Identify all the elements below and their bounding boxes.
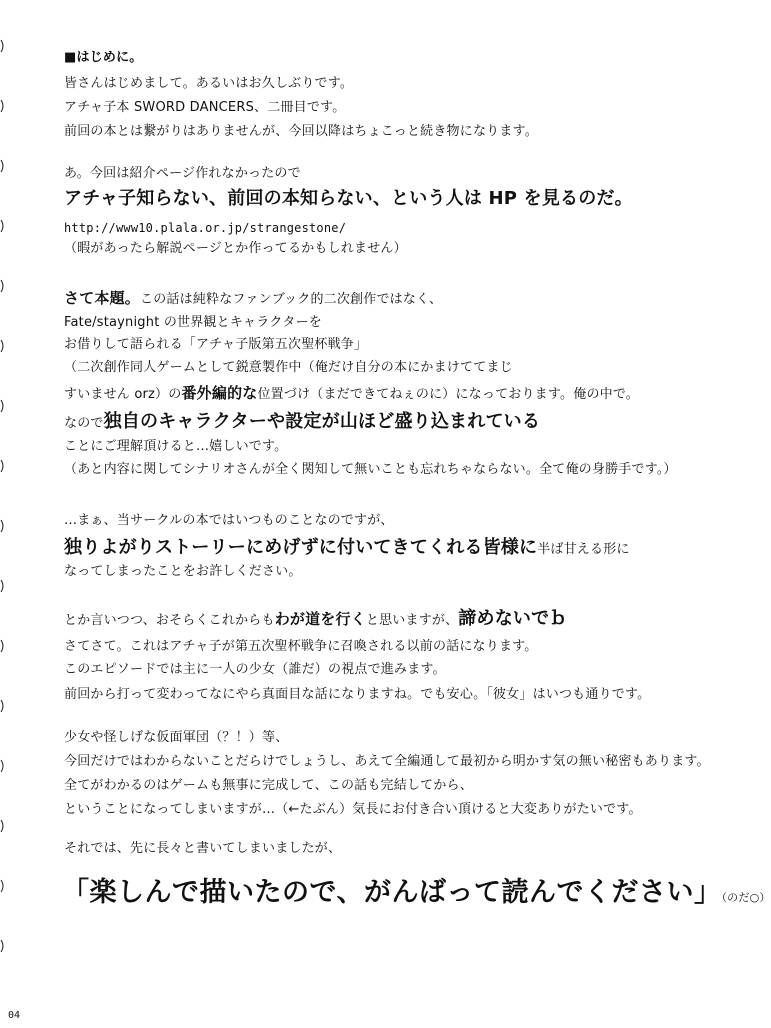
section-title: ■はじめに。 [64,50,143,65]
apology-text: 半ば甘える形に [537,542,630,557]
page-number: 04 [8,1010,21,1021]
apology-emphasis: 独りよがりストーリーにめげずに付いてきてくれる皆様に [64,537,538,558]
main-text: なので [64,416,104,431]
apology-line: …まぁ、当サークルの本ではいつものことなのですが、 [64,513,394,528]
story-line [64,608,568,630]
mystery-line: 少女や怪しげな仮面軍団（？！）等、 [64,730,289,745]
notice-line: （暇があったら解説ページとか作ってるかもしれません） [64,241,407,256]
mystery-line: ということになってしまいますが…（←たぶん）気長にお付き合い頂けると大変ありがたいです。 [64,802,642,817]
main-line: ことにご理解頂けると…嬉しいです。 [64,439,288,454]
main-heading: さて本題。 [64,289,141,307]
main-text: すいません orz）の [64,387,182,402]
intro-line: アチャ子本 SWORD DANCERS、二冊目です。 [64,100,346,115]
notice-line: あ。今回は紹介ページ作れなかったので [64,166,301,181]
main-text: 位置づけ（まだできてねぇのに）になっております。俺の中で。 [257,387,639,402]
closing-signature: （のだ○） [721,891,771,904]
mystery-line: 今回だけではわからないことだらけでしょうし、あえて全編通して最初から明かす気の無い秘密もあります。 [64,754,710,769]
story-emphasis: わが道を行く [274,610,366,628]
notice-emphasis: アチャ子知らない、前回の本知らない、という人は HP を見るのだ。 [64,188,633,209]
main-line [64,411,540,433]
main-line [64,289,442,309]
story-line: さてさて。これはアチャ子が第五次聖杯戦争に召喚される以前の話になります。 [64,639,538,654]
closing-message: 「楽しんで描いたので、がんばって読んでください」 [62,877,722,908]
homepage-url: http://www10.plala.or.jp/strangestone/ [64,221,347,235]
apology-line [64,537,630,559]
closing-line [62,877,771,908]
intro-line: 皆さんはじめまして。あるいはお久しぶりです。 [64,76,354,91]
closing-line: それでは、先に長々と書いてしまいましたが、 [64,841,342,856]
story-line: 前回から打って変わってなにやら真面目な話になりますね。でも安心。「彼女」はいつも通りです。 [64,687,651,702]
story-text: と思いますが、 [365,613,459,628]
main-line: Fate/staynight の世界観とキャラクターを [64,315,322,330]
story-text: とか言いつつ、おそらくこれからも [64,613,275,628]
main-text: この話は純粋なファンブック的二次創作ではなく、 [140,292,443,307]
story-line: このエピソードでは主に一人の少女（誰だ）の視点で進みます。 [64,662,446,677]
story-emphasis: 諦めないでｂ [458,608,568,629]
intro-line: 前回の本とは繋がりはありませんが、今回以降はちょこっと続き物になります。 [64,124,538,139]
scan-edge-marks [0,0,8,1028]
main-emphasis: 独自のキャラクターや設定が山ほど盛り込まれている [103,411,541,432]
mystery-line: 全てがわかるのはゲームも無事に完成して、この話も完結してから、 [64,778,473,793]
main-line: （二次創作同人ゲームとして鋭意製作中（俺だけ自分の本にかまけててまじ [64,360,513,375]
main-line: （あと内容に関してシナリオさんが全く関知して無いことも忘れちゃならない。全て俺の身勝手です。） [64,462,677,477]
main-line: お借りして語られる「アチャ子版第五次聖杯戦争」 [64,337,368,352]
main-emphasis: 番外編的な [181,384,258,402]
apology-line: なってしまったことをお許しください。 [64,564,302,579]
main-line [64,384,639,404]
